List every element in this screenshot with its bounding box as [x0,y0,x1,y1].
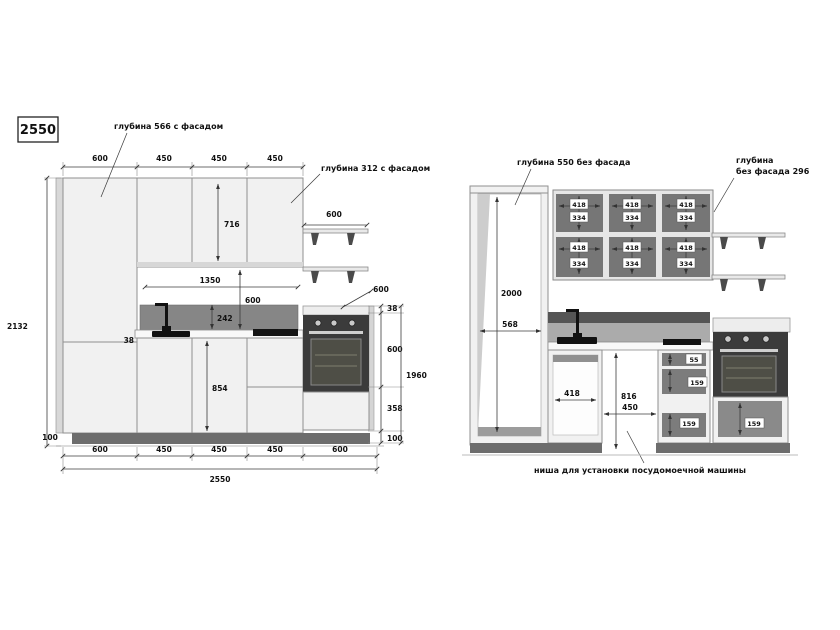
dim-opening-width [145,276,298,287]
svg-text:418: 418 [625,244,639,252]
svg-text:глубина 312 с фасадом: глубина 312 с фасадом [321,164,431,173]
drawer-unit-right [658,350,710,443]
shelf-bracket-icon [311,233,319,245]
svg-text:334: 334 [625,260,639,268]
dim-shelf-length [304,210,367,225]
svg-text:450: 450 [267,445,283,454]
cooktop-icon [663,339,701,345]
svg-text:334: 334 [679,260,693,268]
oven-unit-left [303,306,374,430]
shelf-bracket-icon [347,233,355,245]
svg-text:418: 418 [679,244,693,252]
dim-top-chain [63,154,303,176]
svg-text:450: 450 [156,154,172,163]
dishwasher-note: ниша для установки посудомоечной машины [533,466,747,475]
cooktop-icon [253,329,298,336]
depth-label-upper-left [291,163,430,203]
dim-right-chain [368,304,427,443]
plinth-right-left-segment [470,443,602,453]
svg-text:358: 358 [387,404,403,413]
svg-text:450: 450 [622,403,638,412]
svg-text:159: 159 [690,379,704,387]
svg-text:816: 816 [621,392,637,401]
shelf-bracket-icon [347,271,355,283]
svg-text:1960: 1960 [406,371,427,380]
svg-text:600: 600 [387,345,403,354]
svg-text:854: 854 [212,384,228,393]
dim-counter-thickness: 38 [123,336,134,345]
svg-text:без фасада 296: без фасада 296 [736,167,810,176]
svg-text:600: 600 [373,285,389,294]
sink-base-cabinet [548,350,602,443]
shelf-bracket-icon [758,237,766,249]
svg-text:242: 242 [217,314,233,323]
shelf-bracket-icon [720,279,728,291]
oven-unit-right [713,318,790,443]
svg-text:600: 600 [92,445,108,454]
oven-knob-icon [763,336,769,342]
depth-label-upper-right [714,155,810,212]
dim-plinth-height: 100 [42,433,58,442]
oven-knob-icon [349,320,355,326]
tall-cabinet-left [56,178,137,433]
svg-text:334: 334 [679,214,693,222]
svg-text:600: 600 [245,296,261,305]
svg-text:2132: 2132 [7,322,28,331]
svg-text:418: 418 [564,389,580,398]
oven-window [311,339,361,385]
svg-text:600: 600 [326,210,342,219]
size-box [18,117,58,142]
tall-cabinet-right [470,186,548,445]
svg-text:600: 600 [332,445,348,454]
svg-text:38: 38 [387,304,398,313]
svg-text:418: 418 [625,201,639,209]
svg-text:100: 100 [387,434,403,443]
shelf-bracket-icon [720,237,728,249]
left-view [7,117,430,484]
svg-text:418: 418 [572,201,586,209]
wall-shelves-right [712,233,785,291]
svg-text:334: 334 [572,260,586,268]
oven-knob-icon [315,320,321,326]
plinth-left [72,433,370,444]
wall-shelves-left [303,229,368,283]
svg-text:450: 450 [211,445,227,454]
svg-text:418: 418 [572,244,586,252]
svg-text:глубина: глубина [736,156,774,165]
svg-text:334: 334 [625,214,639,222]
size-box-value: 2550 [19,123,57,138]
dim-counter-depth [343,285,389,307]
svg-text:716: 716 [224,220,240,229]
svg-text:334: 334 [572,214,586,222]
dim-total-height [7,178,61,446]
svg-text:568: 568 [502,320,518,329]
right-view [462,155,810,475]
svg-text:55: 55 [689,356,699,364]
svg-text:159: 159 [747,420,761,428]
svg-text:глубина 566 с фасадом: глубина 566 с фасадом [114,122,224,131]
svg-text:глубина 550 без фасада: глубина 550 без фасада [517,158,631,167]
svg-text:2000: 2000 [501,289,522,298]
svg-text:2550: 2550 [209,475,231,484]
shelf-bracket-icon [758,279,766,291]
svg-text:450: 450 [211,154,227,163]
dim-bottom-chain [63,445,377,484]
oven-knob-icon [725,336,731,342]
oven-knob-icon [331,320,337,326]
svg-text:159: 159 [682,420,696,428]
svg-text:600: 600 [92,154,108,163]
svg-text:450: 450 [156,445,172,454]
shelf-bracket-icon [311,271,319,283]
svg-text:418: 418 [679,201,693,209]
upper-cabinets-left [137,178,303,267]
svg-text:450: 450 [267,154,283,163]
plinth-right-right-segment [656,443,790,453]
svg-text:1350: 1350 [199,276,221,285]
oven-window [722,356,776,392]
oven-knob-icon [743,336,749,342]
